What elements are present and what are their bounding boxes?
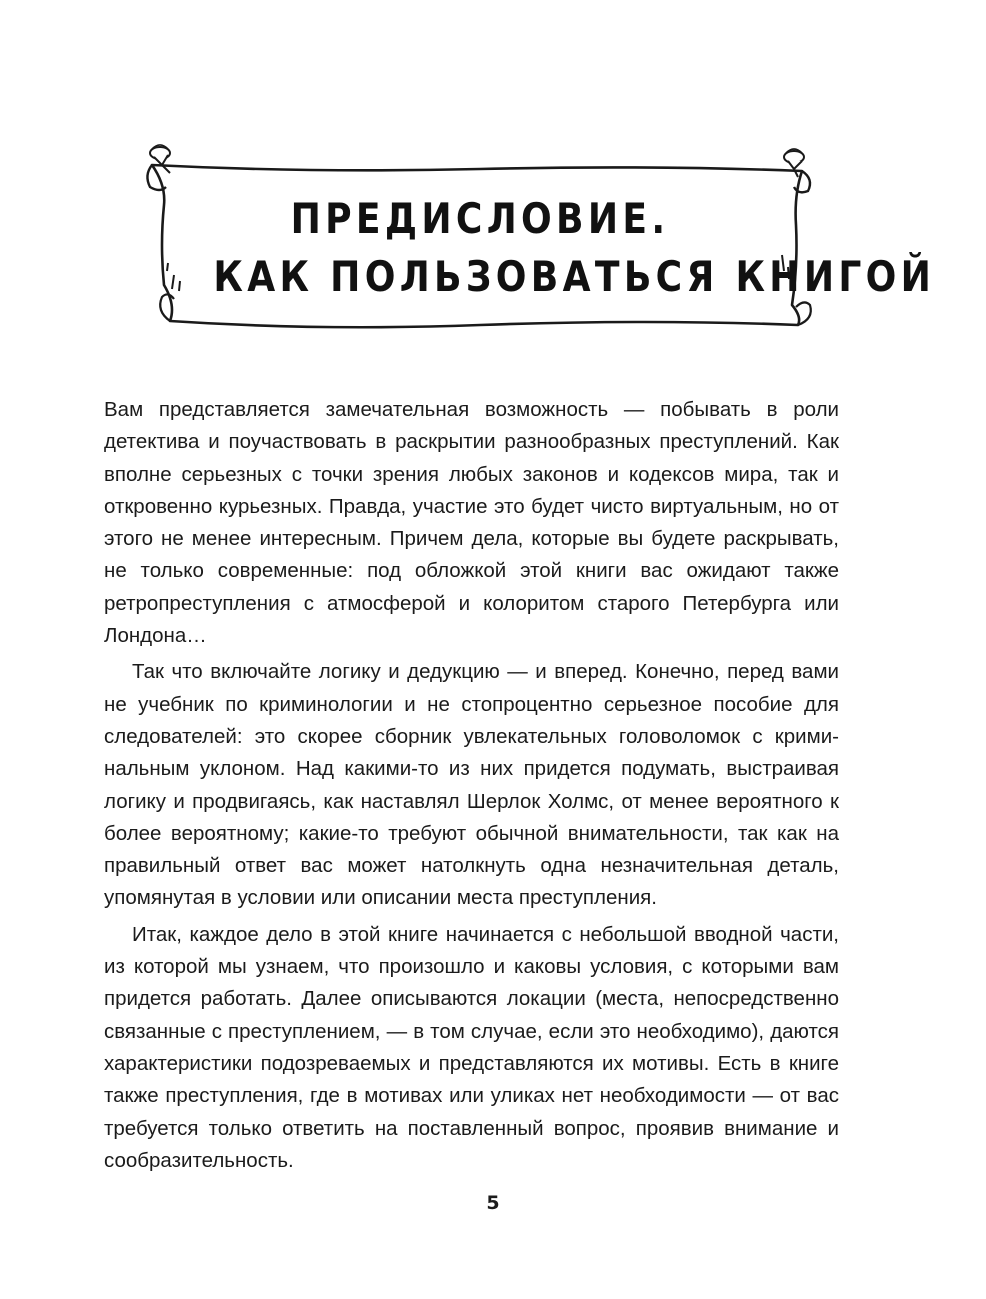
paragraph-1: Вам представляется замечательная возможность — побывать в роли детектива и поучаствовать в раскрытии разнообразных преступлений. Как вполне серьезных с точки зрения любых законов и кодексов мира, так и откровенно курьезных. Правда, участие это будет чисто виртуальным, но от этого не менее интересным. Причем дела, которые вы будете раскрывать, не только современные: под обложкой этой книги вас ожидают также ретропреступления с атмосферой и колоритом старого Петербурга или Лондона… bbox=[104, 398, 839, 648]
title-banner bbox=[130, 135, 936, 345]
title-line-2: КАК ПОЛЬЗОВАТЬСЯ КНИГОЙ bbox=[213, 252, 936, 301]
page-title bbox=[213, 190, 936, 306]
page-number: 5 bbox=[486, 1192, 500, 1214]
paragraph-2: Так что включайте логику и дедукцию — и вперед. Конечно, перед вами не учебник по криминологии и не стопроцентно серьезное пособие для следователей: это скорее сборник увлекательных головоломок с криминальным уклоном. Над какими-то из них придется подумать, выстраивая логику и продвигаясь, как наставлял Шерлок Холмс, от менее вероятного к более вероятному; какие-то требуют обычной внимательности, так как на правильный ответ вас может натолкнуть одна незначительная деталь, упомянутая в условии или описании места преступления. bbox=[104, 660, 839, 910]
body-text bbox=[104, 394, 839, 1181]
title-line-1: ПРЕДИСЛОВИЕ. bbox=[290, 194, 670, 243]
paragraph-3: Итак, каждое дело в этой книге начинается с небольшой вводной части, из которой мы узнаем, что произошло и каковы условия, с которыми вам придется работать. Далее описываются локации (места, непосредственно связанные с преступлением, — в том случае, если это необходимо), даются характеристики подозреваемых и представляются их мотивы. Есть в книге также преступления, где в мотивах или уликах нет необходимости — от вас требуется только ответить на поставленный вопрос, проявив внимание и сообразительность. bbox=[104, 922, 839, 1172]
